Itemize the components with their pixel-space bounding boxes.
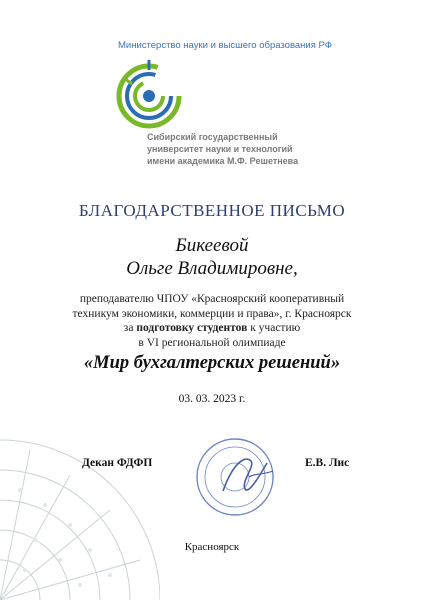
body-bold-text: подготовку студентов	[136, 322, 248, 334]
letter-body	[40, 292, 384, 350]
signatory-role: Декан ФДФП	[82, 457, 153, 469]
recipient-first-name: Ольге Владимировне,	[126, 258, 298, 279]
university-line: имени академика М.Ф. Решетнева	[147, 156, 299, 166]
signatory-name: Е.В. Лис	[305, 457, 350, 469]
body-text: за	[123, 322, 137, 334]
olympiad-name: «Мир бухгалтерских решений»	[83, 353, 341, 373]
university-logo-icon	[112, 58, 187, 133]
city-label: Красноярск	[184, 541, 240, 553]
official-stamp-icon	[193, 433, 283, 519]
university-line: университет науки и технологий	[147, 144, 293, 154]
body-line: преподавателю ЧПОУ «Красноярский кооперативный	[79, 293, 345, 305]
body-line: техникум экономики, коммерции и права», г. Красноярск	[72, 307, 352, 320]
decorative-corner-ornament-icon	[0, 430, 160, 600]
recipient-surname: Бикеевой	[175, 235, 249, 256]
body-line	[40, 321, 384, 336]
university-line: Сибирский государственный	[147, 132, 278, 142]
letter-date: 03. 03. 2023 г.	[178, 393, 246, 405]
body-text: к участию	[247, 322, 301, 334]
letter-title: БЛАГОДАРСТВЕННОЕ ПИСЬМО	[78, 201, 346, 220]
body-line: в VI региональной олимпиаде	[138, 336, 286, 349]
university-name	[147, 131, 347, 167]
ministry-name: Министерство науки и высшего образования РФ	[118, 40, 332, 51]
